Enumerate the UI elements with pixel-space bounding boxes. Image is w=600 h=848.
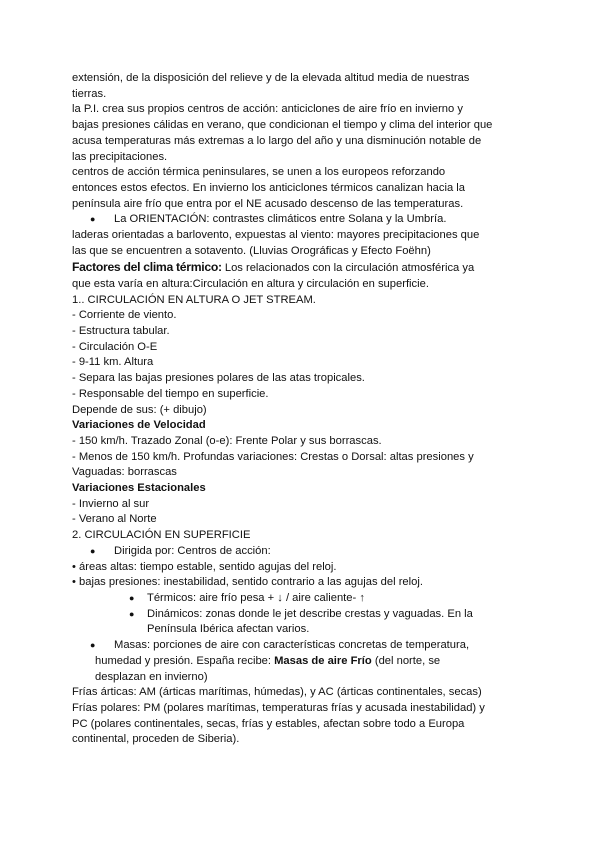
list-item: - Circulación O-E — [72, 340, 158, 353]
factores-heading: Factores del clima térmico: — [72, 260, 222, 275]
bullet-text-part: (del norte, se — [371, 654, 441, 667]
list-item: - Corriente de viento. — [72, 309, 177, 322]
bullet-dot-icon: ● — [90, 640, 96, 651]
text-line: continental, proceden de Siberia). — [72, 733, 240, 746]
text-line: extensión, de la disposición del relieve y de la elevada altitud media de nuestras — [72, 72, 470, 84]
bullet-continuation — [72, 654, 532, 670]
list-item: - Estructura tabular. — [72, 325, 170, 338]
bullet-text-part: humedad y presión. España recibe: — [95, 654, 275, 667]
bullet-termicos — [72, 591, 532, 607]
section-title: 2. CIRCULACIÓN EN SUPERFICIE — [72, 529, 251, 542]
bullet-text: Dinámicos: zonas donde le jet describe crestas y vaguadas. En la — [147, 607, 473, 620]
text-line: laderas orientadas a barlovento, expuestas al viento: mayores precipitaciones que — [72, 229, 480, 242]
bullet-continuation — [72, 622, 532, 638]
text-line: Frías polares: PM (polares marítimas, temperaturas frías y acusada inestabilidad) y — [72, 701, 485, 714]
bullet-text: Térmicos: aire frío pesa + ↓ / aire caliente- ↑ — [147, 592, 365, 604]
bullet-dinamicos — [72, 607, 532, 623]
text-line: Frías árticas: AM (árticas marítimas, húmedas), y AC (árticas continentales, secas) — [72, 686, 482, 699]
text-line: Vaguadas: borrascas — [72, 466, 177, 479]
list-item: - Separa las bajas presiones polares de las atas tropicales. — [72, 372, 365, 385]
subheading-velocidad: Variaciones de Velocidad — [72, 419, 206, 432]
list-item: - Verano al Norte — [72, 513, 157, 526]
bullet-text: La ORIENTACIÓN: contrastes climáticos entre Solana y la Umbría. — [114, 213, 447, 226]
factores-text: Los relacionados con la circulación atmosférica ya — [221, 262, 475, 275]
text-line: tierras. — [72, 87, 107, 100]
text-line: entonces estos efectos. En invierno los anticiclones térmicos canalizan hacia la — [72, 181, 466, 194]
text-line: la P.I. crea sus propios centros de acción: anticiclones de aire frío en invierno y — [72, 103, 463, 116]
list-item: - Menos de 150 km/h. Profundas variaciones: Crestas o Dorsal: altas presiones y — [72, 450, 474, 463]
bullet-dirigida — [72, 544, 532, 560]
list-item: • bajas presiones: inestabilidad, sentido contrario a las agujas del reloj. — [72, 576, 423, 589]
document-body — [72, 71, 532, 748]
text-line: las precipitaciones. — [72, 150, 168, 163]
bullet-text: Dirigida por: Centros de acción: — [114, 544, 271, 557]
text-line: bajas presiones cálidas en verano, que condicionan el tiempo y clima del interior que — [72, 119, 493, 132]
bullet-text — [72, 654, 532, 670]
masas-frio-bold: Masas de aire Frío — [274, 654, 372, 667]
text-line: acusa temperaturas más extremas a lo largo del año y una disminución notable de — [72, 134, 482, 147]
subheading-estacionales: Variaciones Estacionales — [72, 482, 206, 495]
bullet-masas — [72, 638, 532, 654]
bullet-dot-icon: ● — [129, 593, 135, 603]
bullet-dot-icon: ● — [129, 608, 135, 619]
text-line: PC (polares continentales, secas, frías y estables, afectan sobre todo a Europa — [72, 717, 465, 730]
text-line: centros de acción térmica peninsulares, se unen a los europeos reforzando — [72, 166, 446, 179]
list-item: - Invierno al sur — [72, 497, 150, 510]
list-item: • áreas altas: tiempo estable, sentido agujas del reloj. — [72, 560, 337, 573]
bullet-text: desplazan en invierno) — [95, 670, 208, 683]
bullet-orientacion — [72, 212, 532, 228]
bullet-text: Masas: porciones de aire con características concretas de temperatura, — [114, 639, 470, 652]
factores-line — [72, 259, 532, 277]
text-line: Depende de sus: (+ dibujo) — [72, 403, 207, 416]
list-item: - Responsable del tiempo en superficie. — [72, 387, 269, 400]
section-title: 1.. CIRCULACIÓN EN ALTURA O JET STREAM. — [72, 293, 316, 306]
bullet-dot-icon: ● — [90, 545, 96, 556]
list-item: - 9-11 km. Altura — [72, 356, 154, 369]
list-item: - 150 km/h. Trazado Zonal (o-e): Frente Polar y sus borrascas. — [72, 434, 382, 447]
bullet-continuation — [72, 670, 532, 686]
bullet-text: Península Ibérica afectan varios. — [147, 623, 310, 636]
text-line: que esta varía en altura:Circulación en altura y circulación en superficie. — [72, 277, 429, 290]
text-line: península aire frío que entra por el NE acusado descenso de las temperaturas. — [72, 197, 464, 210]
bullet-dot-icon: ● — [90, 214, 96, 225]
text-line: las que se encuentren a sotavento. (Lluvias Orográficas y Efecto Foëhn) — [72, 244, 431, 257]
